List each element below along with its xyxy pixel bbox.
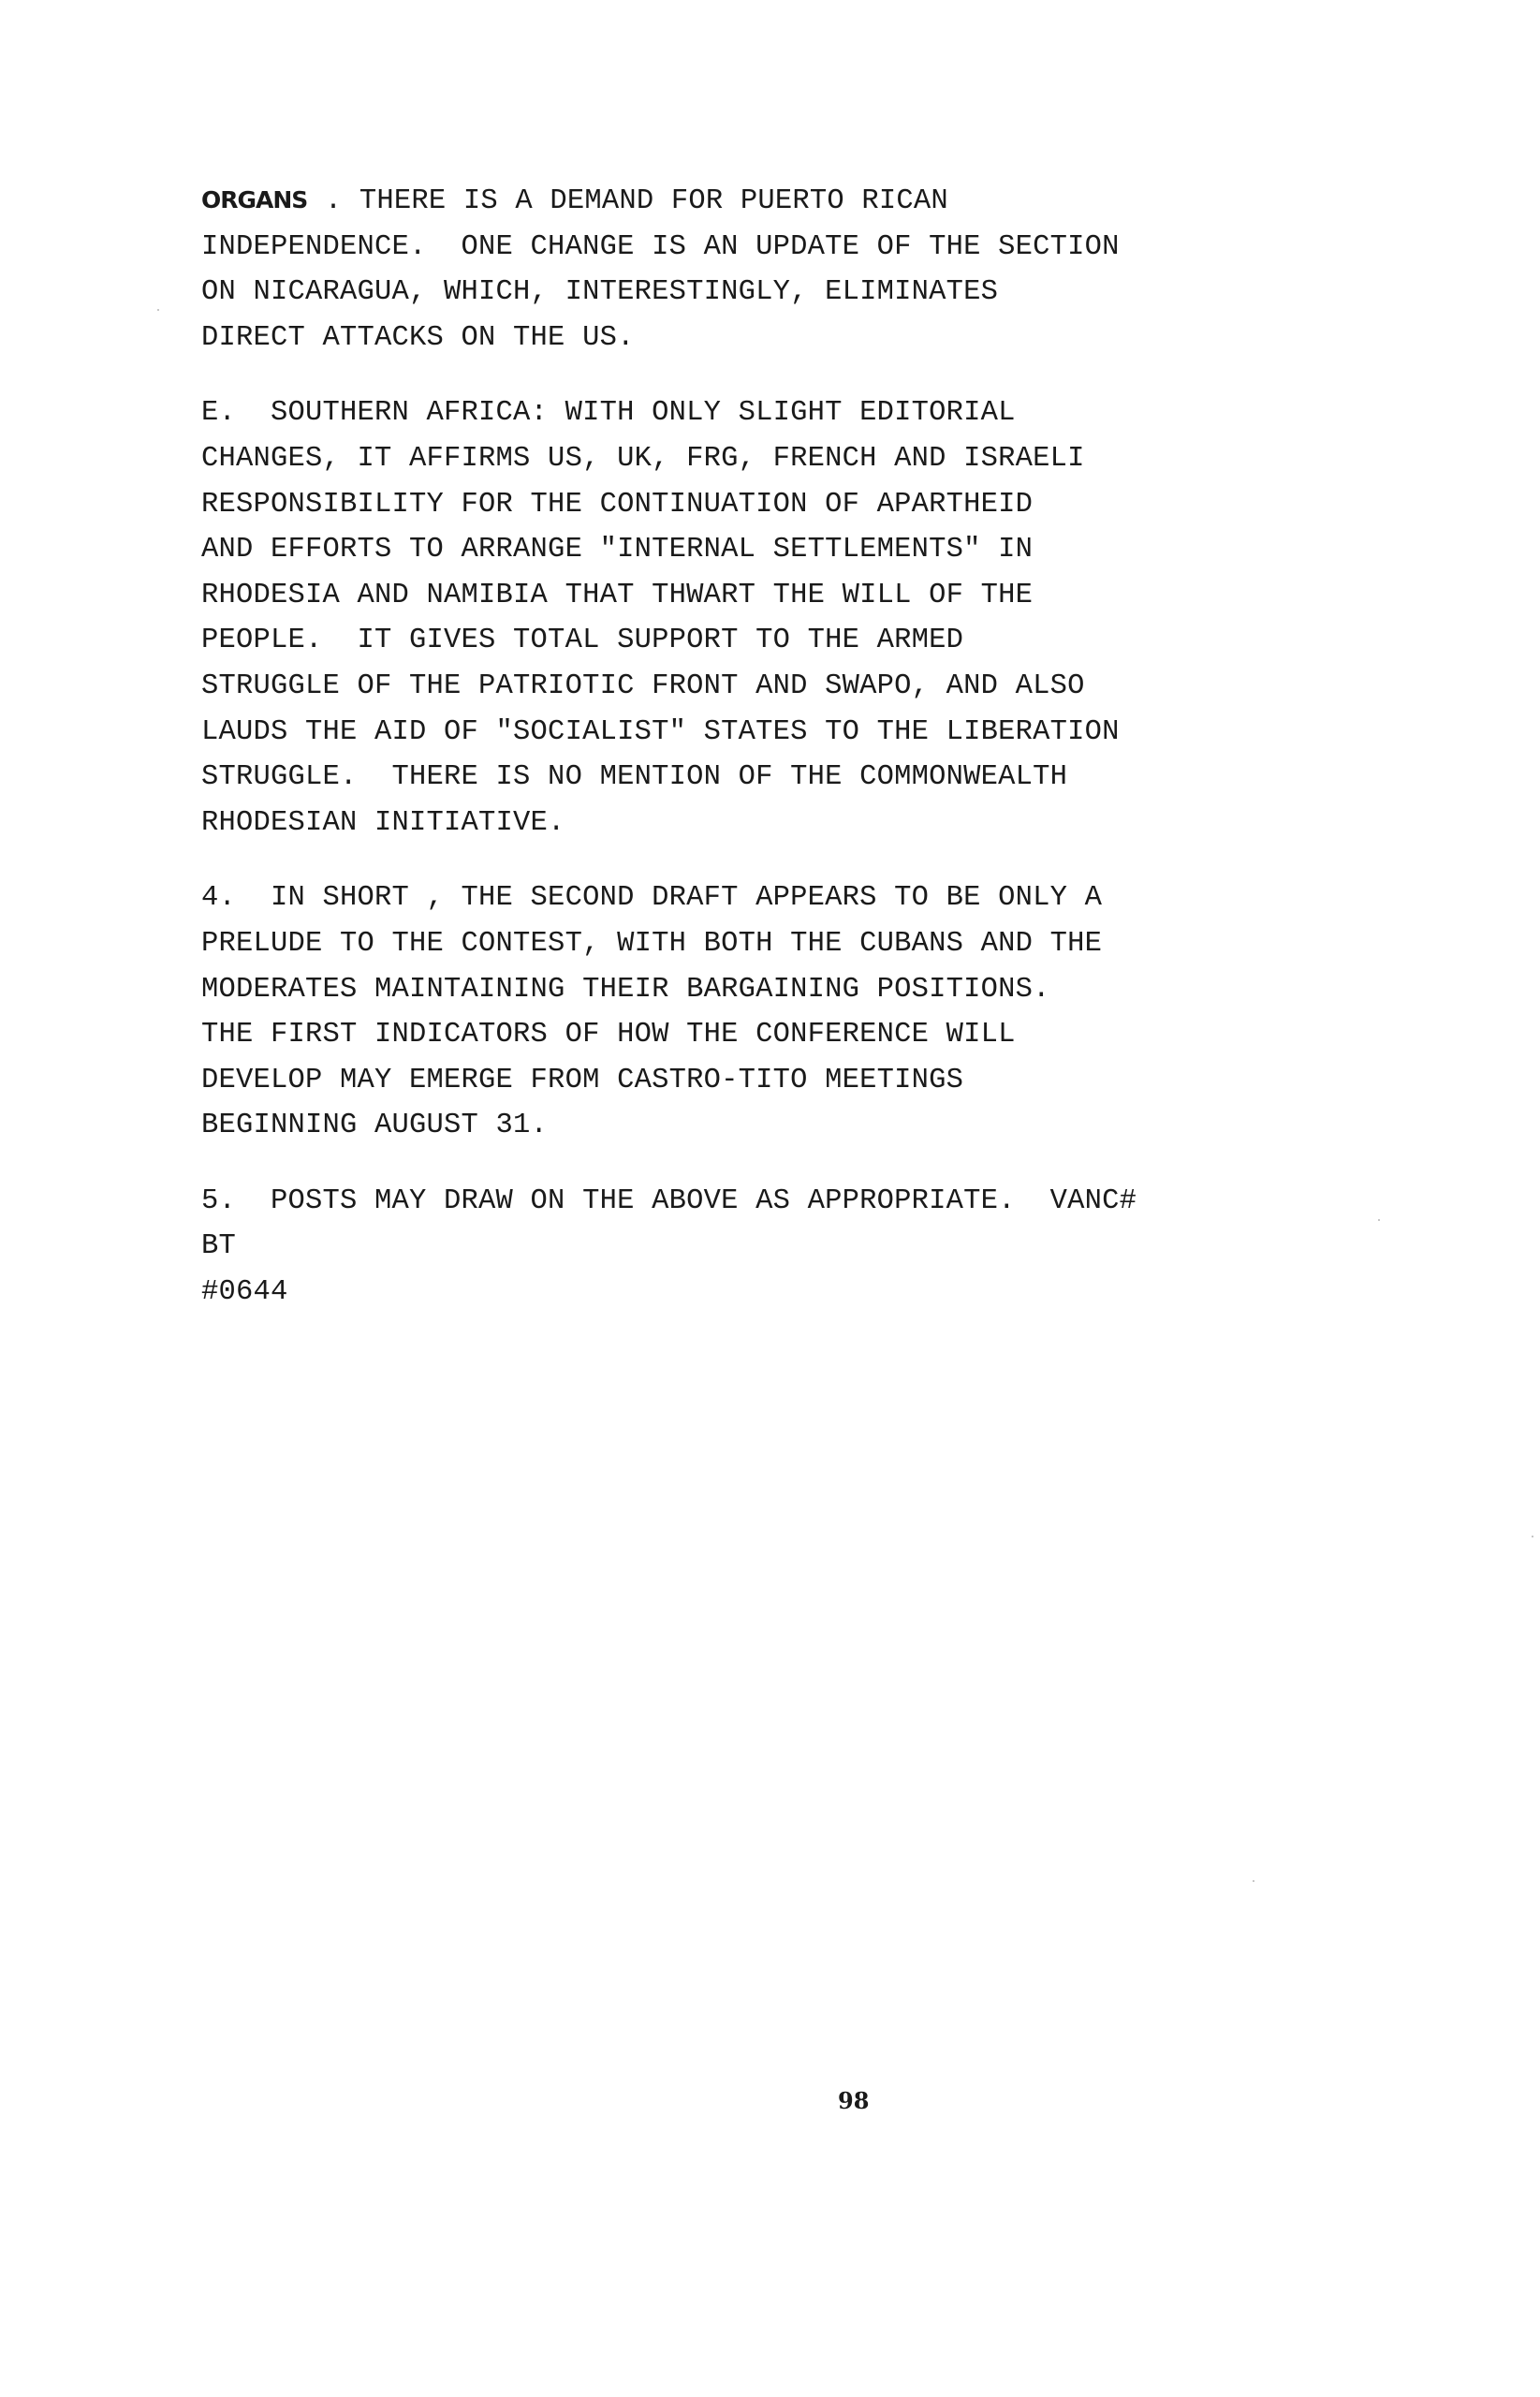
text-line: INDEPENDENCE. ONE CHANGE IS AN UPDATE OF THE SECTION bbox=[201, 230, 1120, 263]
text-line: ON NICARAGUA, WHICH, INTERESTINGLY, ELIMINATES bbox=[201, 276, 999, 309]
text-line: RESPONSIBILITY FOR THE CONTINUATION OF APARTHEID bbox=[201, 488, 1034, 521]
text-line: STRUGGLE OF THE PATRIOTIC FRONT AND SWAPO, AND ALSO bbox=[201, 669, 1085, 702]
text-line: BEGINNING AUGUST 31. bbox=[201, 1110, 549, 1142]
text-line: MODERATES MAINTAINING THEIR BARGAINING POSITIONS. bbox=[201, 973, 1050, 1006]
paragraph-organs bbox=[201, 178, 1250, 360]
handwritten-correction: ORGANS bbox=[201, 186, 308, 213]
text-line: PEOPLE. IT GIVES TOTAL SUPPORT TO THE ARMED bbox=[201, 625, 964, 657]
text-line: ORGANS . THERE IS A DEMAND FOR PUERTO RICAN bbox=[201, 185, 948, 217]
text-line: DEVELOP MAY EMERGE FROM CASTRO-TITO MEETINGS bbox=[201, 1064, 964, 1096]
scan-speck bbox=[1532, 1536, 1533, 1537]
paragraph-in-short bbox=[201, 875, 1250, 1149]
text-line: RHODESIAN INITIATIVE. bbox=[201, 806, 565, 839]
text-line: 4. IN SHORT , THE SECOND DRAFT APPEARS TO BE ONLY A bbox=[201, 882, 1103, 915]
scan-speck bbox=[1253, 1880, 1254, 1882]
paragraph-southern-africa bbox=[201, 390, 1250, 846]
message-number: #0644 bbox=[201, 1276, 288, 1309]
text-line: DIRECT ATTACKS ON THE US. bbox=[201, 321, 635, 354]
text-line: 5. POSTS MAY DRAW ON THE ABOVE AS APPROPRIATE. VANC# bbox=[201, 1184, 1137, 1217]
paragraph-posts bbox=[201, 1179, 1250, 1316]
text-line: STRUGGLE. THERE IS NO MENTION OF THE COMMONWEALTH bbox=[201, 761, 1068, 794]
text-line: THE FIRST INDICATORS OF HOW THE CONFERENCE WILL bbox=[201, 1019, 1016, 1051]
telegram-body bbox=[201, 178, 1250, 1316]
text-line: CHANGES, IT AFFIRMS US, UK, FRG, FRENCH AND ISRAELI bbox=[201, 442, 1085, 475]
scan-speck bbox=[157, 309, 159, 311]
text-line: PRELUDE TO THE CONTEST, WITH BOTH THE CUBANS AND THE bbox=[201, 927, 1103, 960]
message-trailer-bt: BT bbox=[201, 1230, 237, 1263]
text-line: LAUDS THE AID OF "SOCIALIST" STATES TO THE LIBERATION bbox=[201, 715, 1120, 748]
text-line: RHODESIA AND NAMIBIA THAT THWART THE WILL OF THE bbox=[201, 579, 1034, 611]
scan-speck bbox=[1378, 1219, 1380, 1221]
page-number: 98 bbox=[838, 2087, 870, 2114]
text-line: E. SOUTHERN AFRICA: WITH ONLY SLIGHT EDITORIAL bbox=[201, 397, 1016, 430]
text-line: AND EFFORTS TO ARRANGE "INTERNAL SETTLEMENTS" IN bbox=[201, 534, 1034, 566]
